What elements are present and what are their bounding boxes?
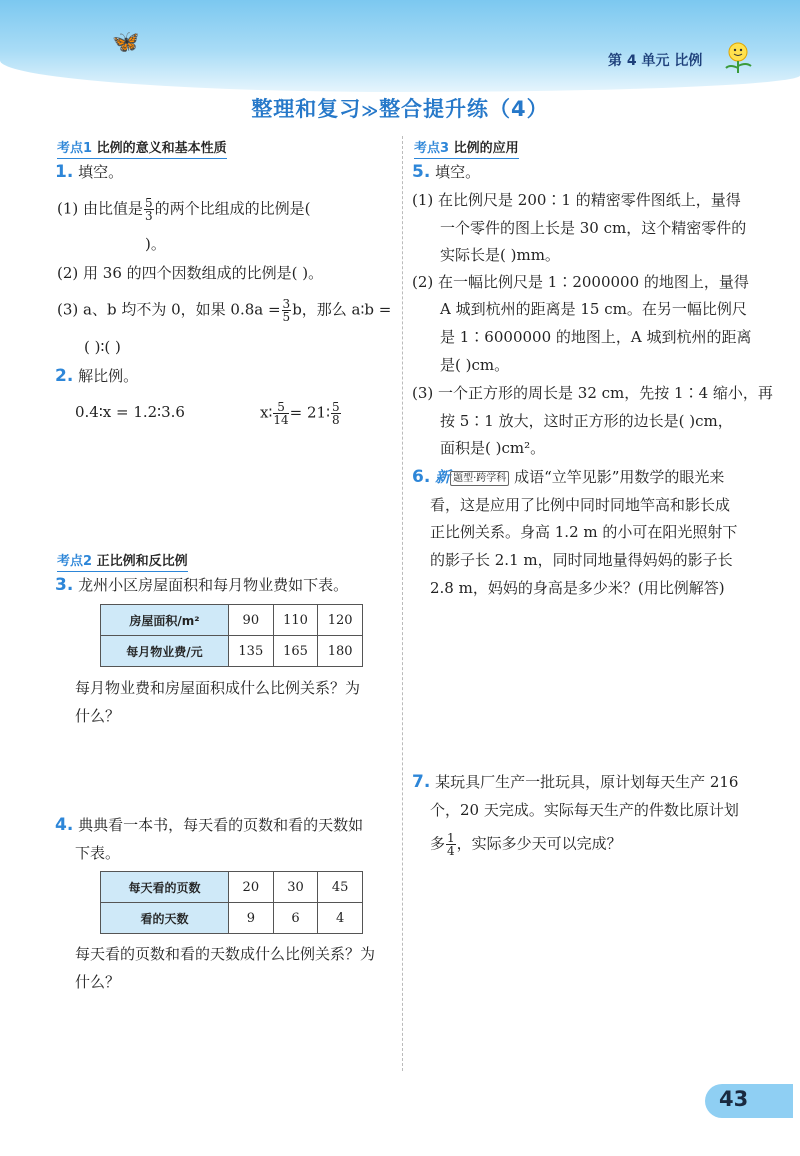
page-number: 43 — [719, 1087, 749, 1111]
q1-p1-fraction-den: 3 — [145, 209, 153, 223]
q2-eq2-b: = 21∶ — [289, 403, 330, 422]
q5-title: 填空。 — [435, 163, 481, 181]
q5-p3-c: 面积是( )cm²。 — [440, 439, 546, 457]
q1-p1-c: )。 — [145, 235, 166, 253]
section-kd3 — [414, 137, 519, 156]
q1-p3-a: (3) a、b 均不为 0，如果 0.8a = — [57, 300, 281, 319]
q6-heading — [412, 466, 724, 488]
q7-fraction-den: 4 — [447, 844, 455, 858]
q4-question-1: 每天看的页数和看的天数成什么比例关系？为 — [75, 945, 376, 963]
q7-fraction — [446, 832, 456, 857]
q5-p2-a: (2) 在一幅比例尺是 1∶2000000 的地图上，量得 — [412, 273, 749, 291]
section-kd2 — [57, 550, 188, 569]
q7-line-2: 个，20 天完成。实际每天生产的件数比原计划 — [430, 801, 739, 819]
q1-p1-b: 的两个比组成的比例是( — [154, 199, 311, 218]
q5-number: 5. — [412, 162, 431, 182]
table-row — [101, 605, 363, 636]
table-cell: 6 — [273, 903, 318, 934]
q5-p2-b: A 城到杭州的距离是 15 cm。在另一幅比例尺 — [440, 300, 747, 318]
q5-p1-b: 一个零件的图上长是 30 cm，这个精密零件的 — [440, 219, 747, 237]
q1-p1-a: (1) 由比值是 — [57, 199, 144, 218]
q3-heading — [55, 574, 348, 596]
q6-new-tag: 新 — [435, 468, 451, 486]
table-cell: 房屋面积/m² — [101, 605, 229, 636]
butterfly-icon: 🦋 — [112, 30, 140, 55]
section-kd1 — [57, 137, 227, 156]
q6-line-3: 正比例关系。身高 1.2 m 的小可在阳光照射下 — [430, 523, 738, 541]
q5-p3-a: (3) 一个正方形的周长是 32 cm，先按 1∶4 缩小，再 — [412, 384, 773, 402]
table-cell: 180 — [318, 636, 363, 667]
q1-title: 填空。 — [78, 163, 124, 181]
q7-line-3-a: 多 — [430, 834, 446, 853]
flower-icon — [718, 38, 758, 74]
q5-p2-c: 是 1∶6000000 的地图上，A 城到杭州的距离 — [440, 328, 752, 346]
section-kd3-label: 考点3 — [414, 141, 450, 156]
title-main: 整理和复习 — [251, 97, 362, 121]
q4-title-2: 下表。 — [75, 844, 121, 862]
q2-heading — [55, 365, 138, 387]
page-title — [0, 93, 800, 123]
q1-p1-fraction-num: 5 — [145, 196, 153, 210]
table-cell: 每天看的页数 — [101, 872, 229, 903]
q5-p1-a: (1) 在比例尺是 200∶1 的精密零件图纸上，量得 — [412, 191, 741, 209]
title-sub: 整合提升练（4） — [379, 97, 549, 121]
q1-p3 — [57, 298, 391, 323]
table-cell: 45 — [318, 872, 363, 903]
q6-line-2: 看，这是应用了比例中同时同地竿高和影长成 — [430, 496, 731, 514]
q6-number: 6. — [412, 467, 431, 487]
q3-title: 龙州小区房屋面积和每月物业费如下表。 — [78, 576, 349, 594]
q7-number: 7. — [412, 772, 431, 792]
table-cell: 每月物业费/元 — [101, 636, 229, 667]
q7-line-1: 某玩具厂生产一批玩具，原计划每天生产 216 — [435, 773, 739, 791]
q2-eq2-fraction2-num: 5 — [331, 400, 340, 414]
section-kd2-label: 考点2 — [57, 554, 93, 569]
q6-line-4: 的影子长 2.1 m，同时同地量得妈妈的影子长 — [430, 551, 733, 569]
unit-label: 第 4 单元 比例 — [608, 53, 703, 69]
q7-fraction-num: 1 — [447, 831, 455, 845]
q3-number: 3. — [55, 575, 74, 595]
q1-p1 — [57, 197, 311, 222]
q3-table — [100, 604, 363, 667]
q2-title: 解比例。 — [78, 367, 139, 385]
q1-heading — [55, 161, 123, 183]
q3-question-2: 什么？ — [75, 707, 121, 725]
q1-p3-c: ( )∶( ) — [84, 338, 121, 356]
table-cell: 165 — [273, 636, 318, 667]
column-divider — [402, 136, 403, 1071]
q1-p3-fraction-den: 5 — [282, 310, 291, 324]
section-kd1-label: 考点1 — [57, 141, 93, 156]
q2-eq2-fraction1-den: 14 — [273, 413, 289, 427]
q4-number: 4. — [55, 815, 74, 835]
q1-p1-fraction — [144, 197, 154, 222]
q1-p2: (2) 用 36 的四个因数组成的比例是( )。 — [57, 264, 324, 282]
q4-title-1: 典典看一本书，每天看的页数和看的天数如 — [78, 816, 364, 834]
q2-number: 2. — [55, 366, 74, 386]
table-row — [101, 636, 363, 667]
q4-table — [100, 871, 363, 934]
section-kd2-text: 正比例和反比例 — [96, 554, 188, 569]
table-cell: 看的天数 — [101, 903, 229, 934]
q1-p3-fraction — [282, 298, 292, 323]
q7-line-3-b: ，实际多少天可以完成？ — [456, 834, 622, 853]
q5-heading — [412, 161, 480, 183]
q5-p3-b: 按 5∶1 放大，这时正方形的边长是( )cm， — [440, 412, 733, 430]
table-cell: 9 — [229, 903, 274, 934]
q4-question-2: 什么？ — [75, 973, 121, 991]
q2-eq2-fraction1-num: 5 — [273, 401, 288, 414]
q2-eq2-a: x∶ — [260, 403, 273, 422]
q5-p1-c: 实际长是( )mm。 — [440, 246, 560, 264]
q2-eq2-fraction2-den: 8 — [331, 413, 340, 427]
table-cell: 20 — [229, 872, 274, 903]
q2-eq1: 0.4∶x = 1.2∶3.6 — [75, 403, 185, 421]
q2-eq2-fraction1 — [273, 401, 288, 426]
q6-line-5: 2.8 m，妈妈的身高是多少米？(用比例解答) — [430, 579, 725, 597]
table-cell: 30 — [273, 872, 318, 903]
q6-line-1: 成语“立竿见影”用数学的眼光来 — [514, 468, 725, 486]
title-arrow: ≫ — [361, 101, 380, 120]
section-kd3-text: 比例的应用 — [453, 141, 519, 156]
q3-question-1: 每月物业费和房屋面积成什么比例关系？为 — [75, 679, 361, 697]
table-cell: 90 — [229, 605, 274, 636]
q2-eq2-fraction2 — [331, 401, 341, 426]
table-cell: 120 — [318, 605, 363, 636]
table-row — [101, 903, 363, 934]
q7-heading — [412, 771, 738, 793]
q1-number: 1. — [55, 162, 74, 182]
table-cell: 110 — [273, 605, 318, 636]
section-kd1-text: 比例的意义和基本性质 — [96, 141, 227, 156]
q7-line-3 — [430, 832, 622, 857]
page-number-tab — [705, 1084, 793, 1118]
table-row — [101, 872, 363, 903]
q1-p3-b: b，那么 a∶b = — [292, 300, 392, 319]
q6-type-badge: 题型·跨学科 — [450, 471, 509, 486]
q2-eq2 — [260, 401, 342, 426]
q5-p2-d: 是( )cm。 — [440, 356, 510, 374]
q4-heading — [55, 814, 363, 836]
q1-p3-fraction-num: 3 — [282, 297, 291, 311]
table-cell: 4 — [318, 903, 363, 934]
table-cell: 135 — [229, 636, 274, 667]
